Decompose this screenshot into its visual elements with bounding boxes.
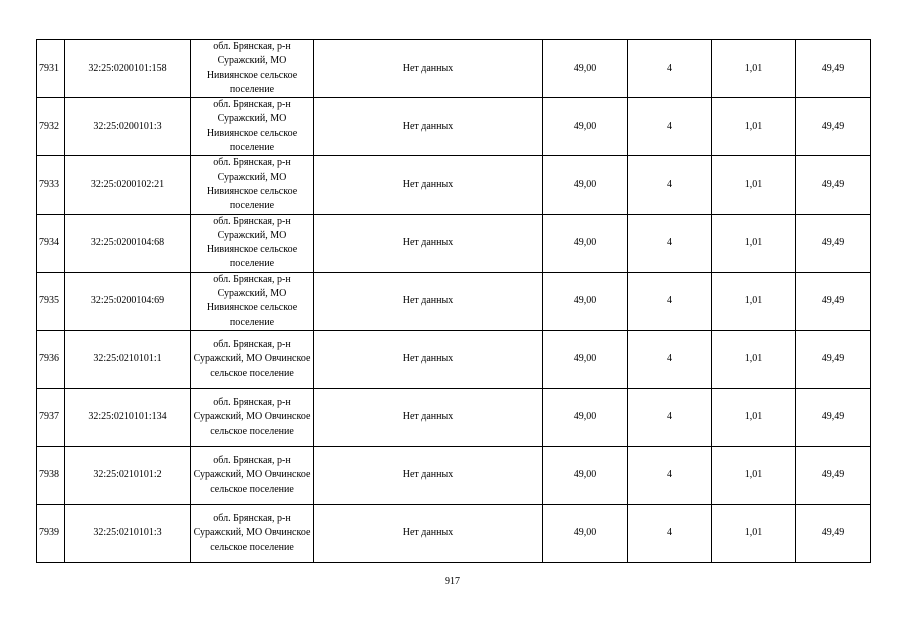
address: обл. Брянская, р-н Суражский, МО Нивиянское сельское поселение (191, 272, 314, 330)
row-number: 7935 (37, 272, 65, 330)
value-1: 49,00 (543, 388, 628, 446)
row-number: 7933 (37, 156, 65, 214)
value-2: 4 (628, 214, 712, 272)
value-1: 49,00 (543, 446, 628, 504)
value-2: 4 (628, 330, 712, 388)
address: обл. Брянская, р-н Суражский, МО Овчинское сельское поселение (191, 388, 314, 446)
value-1: 49,00 (543, 156, 628, 214)
value-1: 49,00 (543, 330, 628, 388)
address: обл. Брянская, р-н Суражский, МО Нивиянское сельское поселение (191, 98, 314, 156)
value-1: 49,00 (543, 40, 628, 98)
status: Нет данных (314, 272, 543, 330)
value-4: 49,49 (796, 330, 871, 388)
status: Нет данных (314, 40, 543, 98)
value-4: 49,49 (796, 388, 871, 446)
row-number: 7939 (37, 504, 65, 562)
table-row (37, 156, 871, 214)
table-row (37, 504, 871, 562)
cadastral-number: 32:25:0200102:21 (65, 156, 191, 214)
value-4: 49,49 (796, 272, 871, 330)
table-row (37, 98, 871, 156)
status: Нет данных (314, 330, 543, 388)
cadastral-number: 32:25:0210101:1 (65, 330, 191, 388)
value-1: 49,00 (543, 272, 628, 330)
page-number: 917 (445, 576, 460, 587)
address: обл. Брянская, р-н Суражский, МО Нивиянское сельское поселение (191, 156, 314, 214)
value-2: 4 (628, 446, 712, 504)
address: обл. Брянская, р-н Суражский, МО Овчинское сельское поселение (191, 330, 314, 388)
cadastral-number: 32:25:0200104:69 (65, 272, 191, 330)
address: обл. Брянская, р-н Суражский, МО Нивиянское сельское поселение (191, 40, 314, 98)
value-4: 49,49 (796, 40, 871, 98)
table-row (37, 272, 871, 330)
value-3: 1,01 (712, 214, 796, 272)
status: Нет данных (314, 214, 543, 272)
value-3: 1,01 (712, 504, 796, 562)
value-4: 49,49 (796, 214, 871, 272)
row-number: 7934 (37, 214, 65, 272)
value-4: 49,49 (796, 446, 871, 504)
status: Нет данных (314, 388, 543, 446)
registry-table (36, 39, 871, 563)
cadastral-number: 32:25:0210101:2 (65, 446, 191, 504)
value-3: 1,01 (712, 156, 796, 214)
table-row (37, 214, 871, 272)
cadastral-number: 32:25:0200101:3 (65, 98, 191, 156)
value-2: 4 (628, 388, 712, 446)
table-row (37, 330, 871, 388)
table-row (37, 388, 871, 446)
cadastral-number: 32:25:0200101:158 (65, 40, 191, 98)
value-3: 1,01 (712, 98, 796, 156)
value-2: 4 (628, 272, 712, 330)
row-number: 7937 (37, 388, 65, 446)
value-1: 49,00 (543, 504, 628, 562)
cadastral-number: 32:25:0200104:68 (65, 214, 191, 272)
value-3: 1,01 (712, 388, 796, 446)
value-4: 49,49 (796, 98, 871, 156)
value-3: 1,01 (712, 40, 796, 98)
value-4: 49,49 (796, 504, 871, 562)
address: обл. Брянская, р-н Суражский, МО Нивиянское сельское поселение (191, 214, 314, 272)
row-number: 7936 (37, 330, 65, 388)
value-2: 4 (628, 40, 712, 98)
status: Нет данных (314, 504, 543, 562)
value-3: 1,01 (712, 330, 796, 388)
value-1: 49,00 (543, 98, 628, 156)
address: обл. Брянская, р-н Суражский, МО Овчинское сельское поселение (191, 446, 314, 504)
address: обл. Брянская, р-н Суражский, МО Овчинское сельское поселение (191, 504, 314, 562)
status: Нет данных (314, 98, 543, 156)
table-row (37, 446, 871, 504)
value-3: 1,01 (712, 446, 796, 504)
cadastral-number: 32:25:0210101:134 (65, 388, 191, 446)
row-number: 7932 (37, 98, 65, 156)
value-2: 4 (628, 504, 712, 562)
row-number: 7931 (37, 40, 65, 98)
status: Нет данных (314, 156, 543, 214)
value-4: 49,49 (796, 156, 871, 214)
table-row (37, 40, 871, 98)
registry-table-body (37, 40, 871, 563)
value-2: 4 (628, 156, 712, 214)
value-3: 1,01 (712, 272, 796, 330)
value-1: 49,00 (543, 214, 628, 272)
status: Нет данных (314, 446, 543, 504)
value-2: 4 (628, 98, 712, 156)
cadastral-number: 32:25:0210101:3 (65, 504, 191, 562)
row-number: 7938 (37, 446, 65, 504)
